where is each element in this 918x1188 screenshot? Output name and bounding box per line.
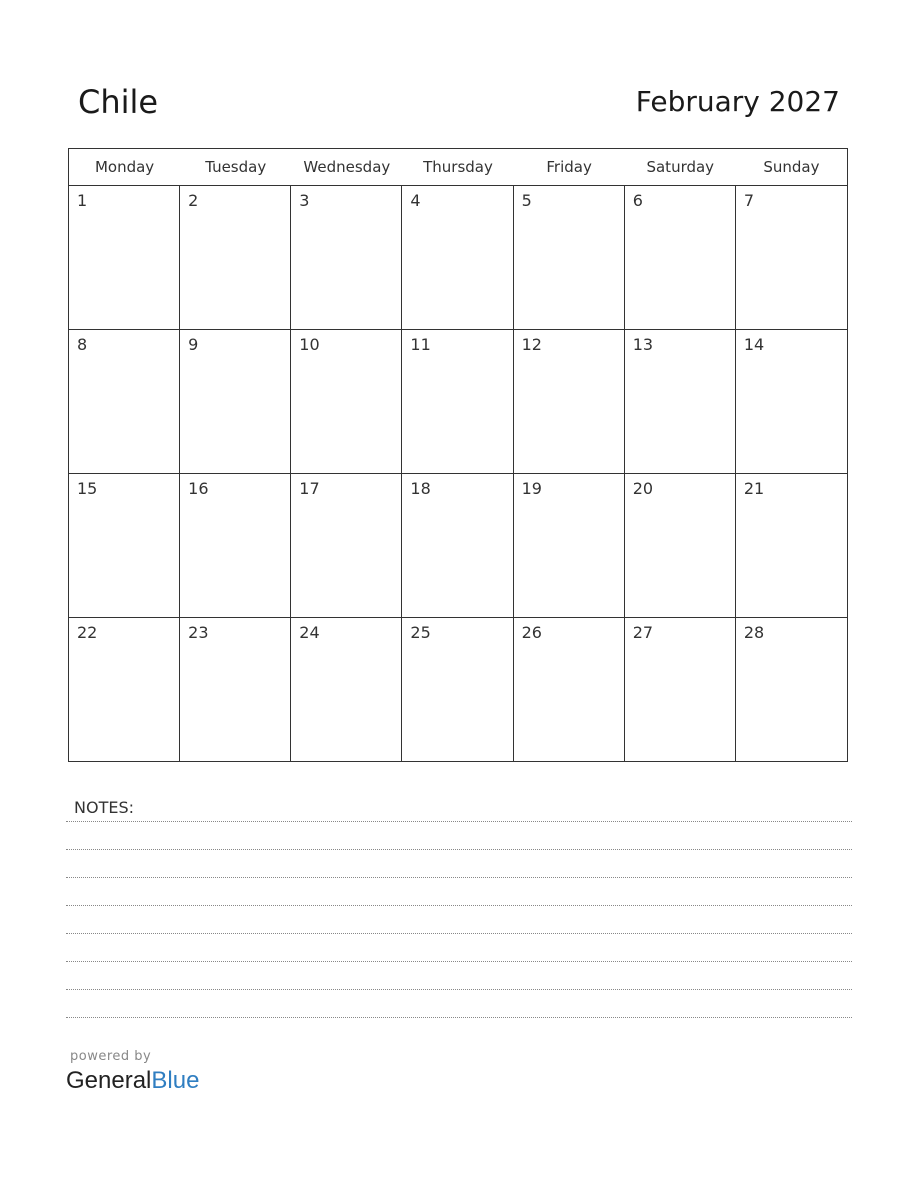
- day-cell[interactable]: [291, 474, 402, 617]
- day-number: 2: [188, 191, 199, 210]
- day-number: 23: [188, 623, 209, 642]
- day-cell[interactable]: [736, 474, 847, 617]
- week-row-4: [69, 618, 847, 761]
- day-number: 15: [77, 479, 98, 498]
- note-line: [66, 877, 852, 878]
- day-number: 10: [299, 335, 320, 354]
- weekday-thursday: Thursday: [423, 158, 493, 176]
- note-line: [66, 1017, 852, 1018]
- weekday-tuesday: Tuesday: [205, 158, 267, 176]
- note-line: [66, 849, 852, 850]
- weekday-monday: Monday: [94, 158, 155, 176]
- day-cell[interactable]: [736, 186, 847, 329]
- weekday-friday: Friday: [546, 158, 592, 176]
- day-number: 24: [299, 623, 320, 642]
- weekday-wednesday: Wednesday: [303, 158, 391, 176]
- day-cell[interactable]: [736, 330, 847, 473]
- day-number: 7: [743, 191, 755, 210]
- day-cell[interactable]: [291, 330, 402, 473]
- day-cell[interactable]: [291, 618, 402, 761]
- day-cell[interactable]: [514, 330, 625, 473]
- day-cell[interactable]: [514, 474, 625, 617]
- notes-label: NOTES:: [74, 798, 134, 817]
- day-number: 26: [521, 623, 542, 642]
- country-title: Chile: [78, 83, 159, 121]
- day-number: 13: [632, 335, 654, 354]
- month-year-title: February 2027: [635, 85, 840, 118]
- day-number: 11: [410, 335, 431, 354]
- day-cell[interactable]: [625, 474, 736, 617]
- day-number: 19: [521, 479, 542, 498]
- week-row-2: [69, 330, 847, 474]
- day-cell[interactable]: [69, 618, 180, 761]
- powered-by-text: powered by: [70, 1049, 152, 1064]
- day-number: 27: [632, 623, 654, 642]
- day-cell[interactable]: [625, 618, 736, 761]
- note-line: [66, 989, 852, 990]
- note-line: [66, 905, 852, 906]
- day-cell[interactable]: [69, 330, 180, 473]
- day-cell[interactable]: [514, 618, 625, 761]
- day-cell[interactable]: [180, 186, 291, 329]
- note-line: [66, 961, 852, 962]
- day-number: 16: [188, 479, 209, 498]
- generalblue-logo[interactable]: [66, 1066, 199, 1096]
- day-cell[interactable]: [180, 474, 291, 617]
- day-number: 12: [521, 335, 542, 354]
- day-number: 20: [632, 479, 654, 498]
- week-row-3: [69, 474, 847, 618]
- brand-blue-text: Blue: [151, 1067, 200, 1094]
- day-number: 21: [743, 479, 765, 498]
- week-row-1: [69, 186, 847, 330]
- day-cell[interactable]: [514, 186, 625, 329]
- note-line: [66, 821, 852, 822]
- day-number: 4: [410, 191, 421, 210]
- day-number: 18: [410, 479, 431, 498]
- day-cell[interactable]: [402, 186, 513, 329]
- day-cell[interactable]: [625, 330, 736, 473]
- day-number: 8: [77, 335, 88, 354]
- day-cell[interactable]: [736, 618, 847, 761]
- day-cell[interactable]: [180, 618, 291, 761]
- day-cell[interactable]: [625, 186, 736, 329]
- day-cell[interactable]: [180, 330, 291, 473]
- day-cell[interactable]: [402, 618, 513, 761]
- weekday-sunday: Sunday: [763, 158, 820, 176]
- day-number: 1: [77, 191, 88, 210]
- day-number: 14: [743, 335, 765, 354]
- notes-lines[interactable]: [66, 821, 852, 1045]
- brand-general-text: General: [66, 1067, 152, 1094]
- day-number: 28: [743, 623, 765, 642]
- calendar-grid: [68, 148, 848, 762]
- day-number: 3: [299, 191, 310, 210]
- day-number: 25: [410, 623, 431, 642]
- note-line: [66, 933, 852, 934]
- day-cell[interactable]: [69, 474, 180, 617]
- day-number: 22: [77, 623, 98, 642]
- day-cell[interactable]: [402, 330, 513, 473]
- day-cell[interactable]: [69, 186, 180, 329]
- day-cell[interactable]: [402, 474, 513, 617]
- day-number: 17: [299, 479, 320, 498]
- day-cell[interactable]: [291, 186, 402, 329]
- day-number: 9: [188, 335, 199, 354]
- weekday-saturday: Saturday: [646, 158, 715, 176]
- day-number: 5: [521, 191, 532, 210]
- day-number: 6: [632, 191, 643, 210]
- weekday-header-row: [69, 149, 847, 186]
